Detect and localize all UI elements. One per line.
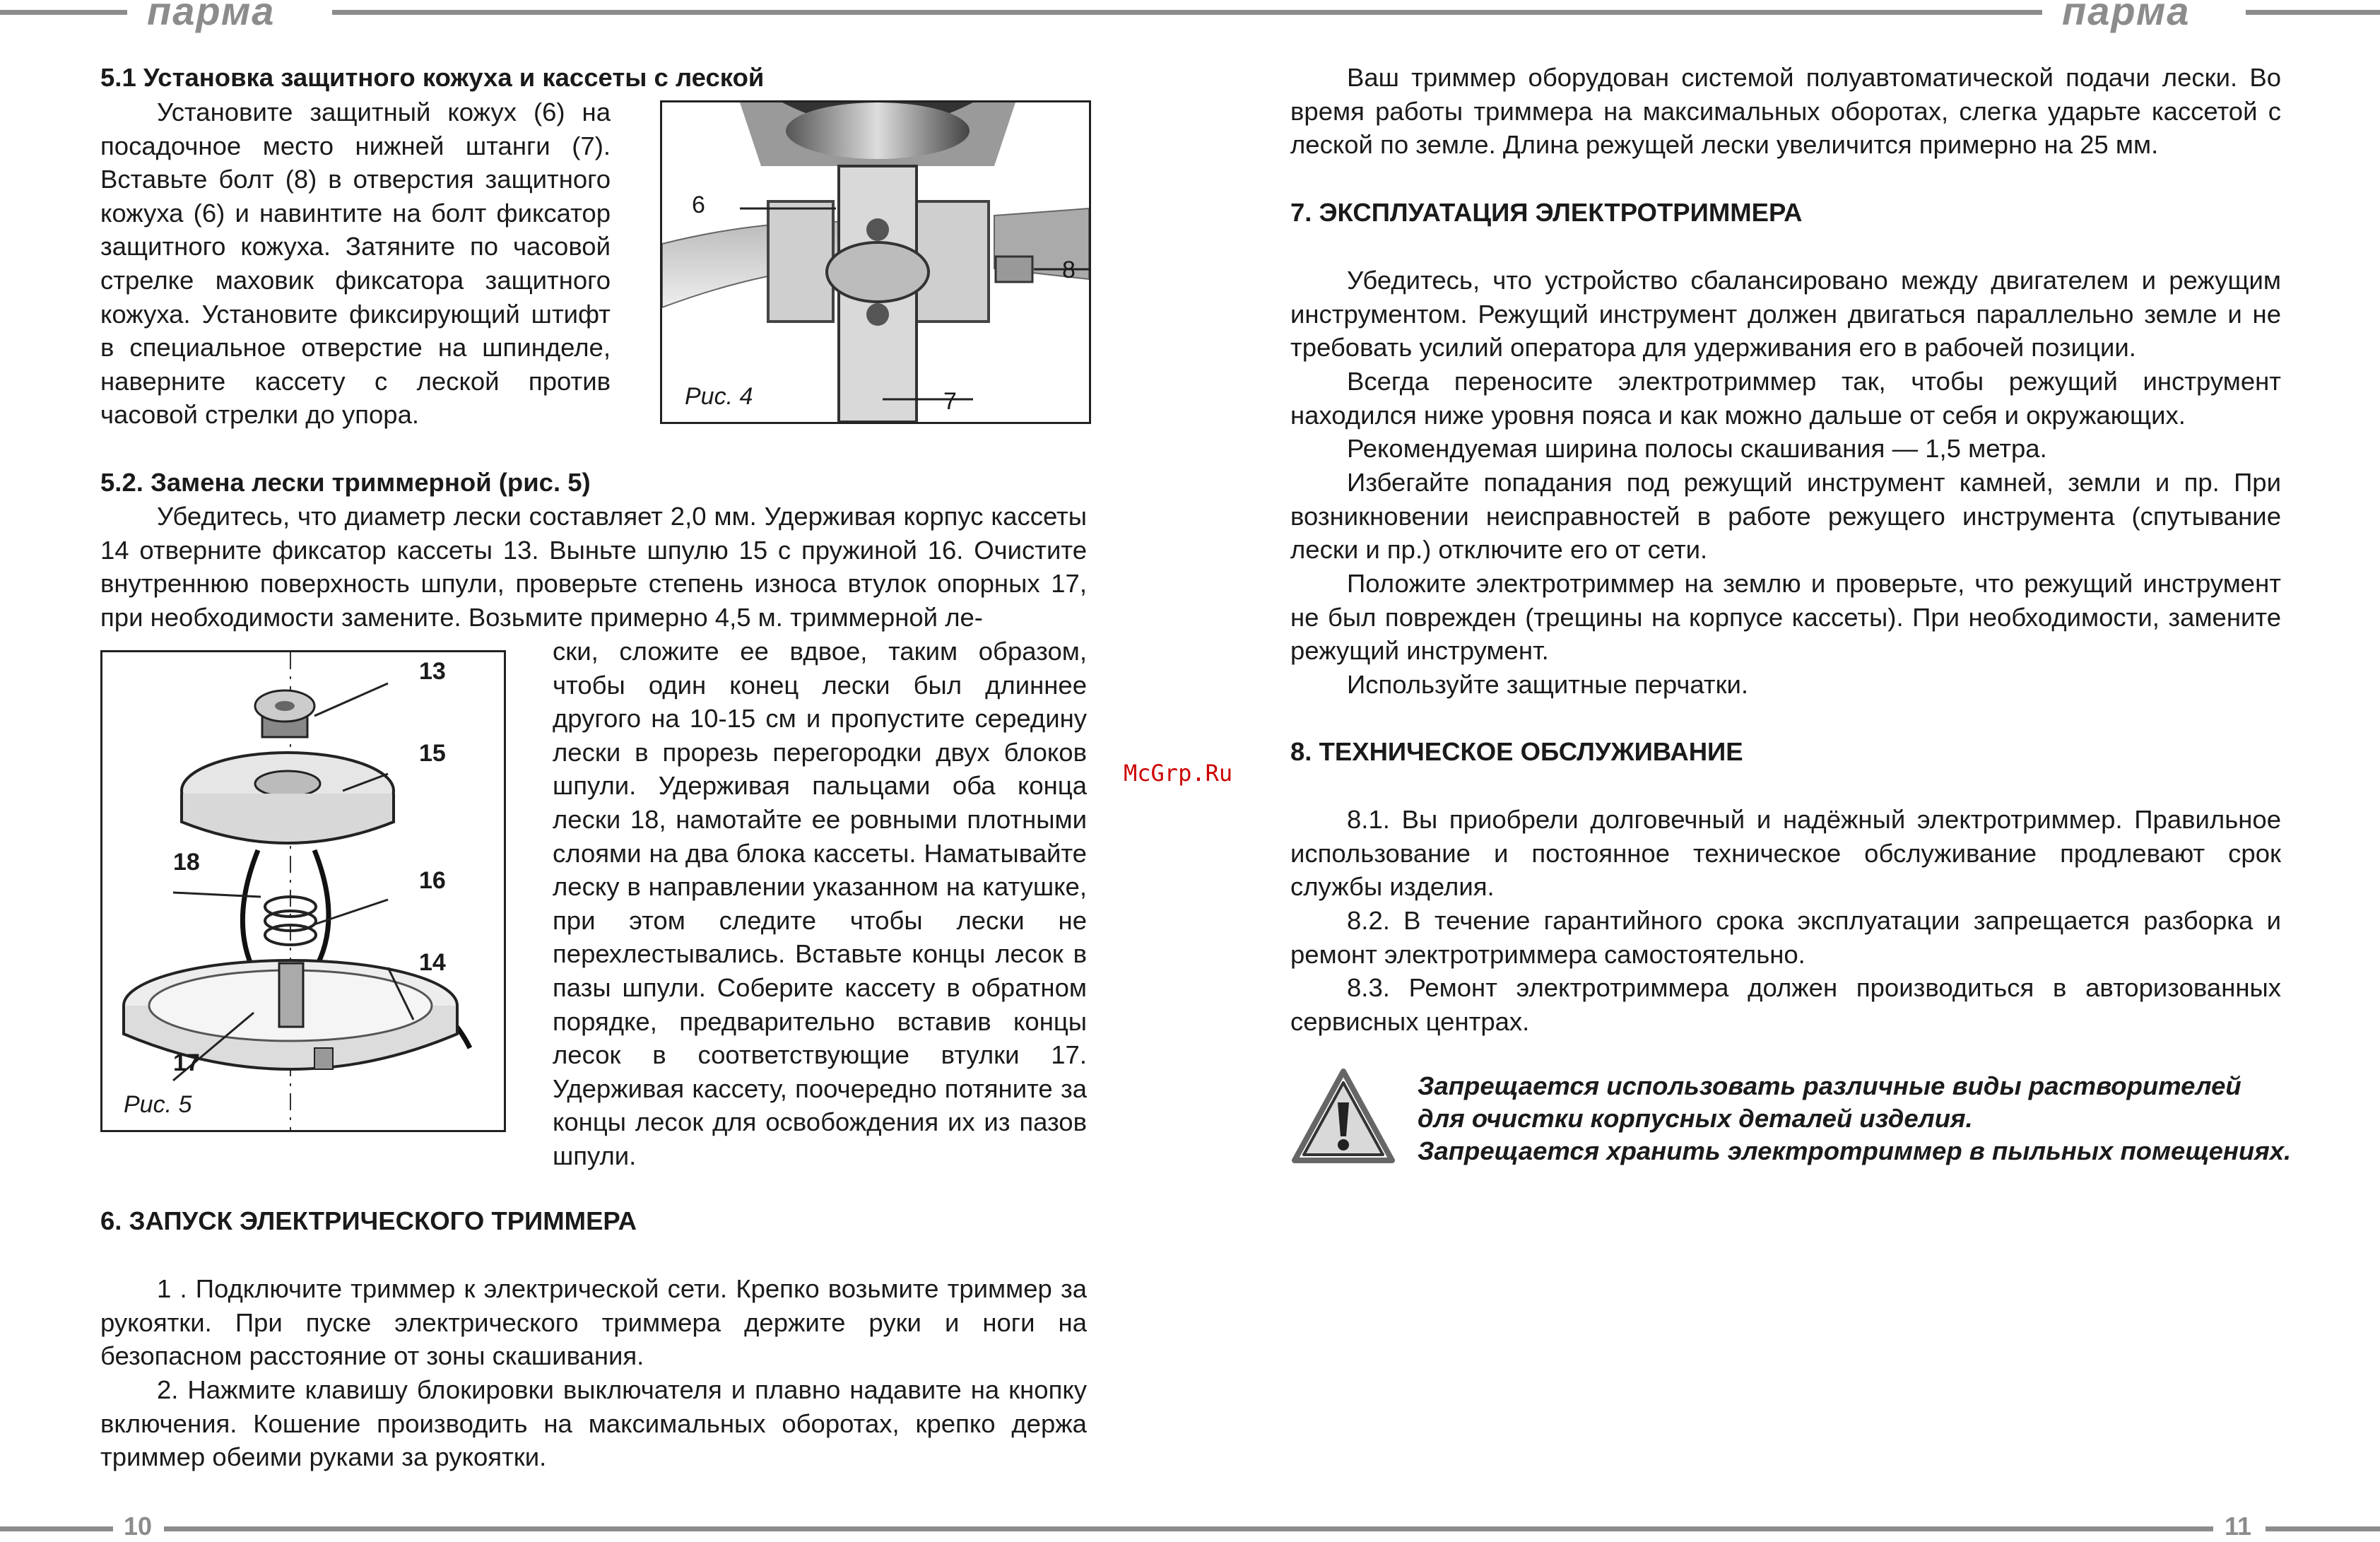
section-7-paragraph-6: Используйте защитные перчатки. xyxy=(1347,670,1749,699)
section-5-1-body: Установите защитный кожух (6) на посадочное место нижней штанги (7). Вставьте болт (8) в отверстия защитного кожуха (6) и навинтите на болт фиксатор защитного кожуха. Затяните по часовой стрелке маховик фиксатора защитного кожуха. Установите фиксирующий штифт в специальное отверстие на шпинделе, наверните кассету с леской против часовой стрелки до упора. xyxy=(100,98,611,430)
figure-4-label-8: 8 xyxy=(1062,257,1076,283)
page-number-left: 10 xyxy=(124,1512,153,1541)
section-5-1-title: 5.1 Установка защитного кожуха и кассеты с леской xyxy=(100,63,765,92)
figure-5-label-15: 15 xyxy=(419,740,446,767)
page-number-right: 11 xyxy=(2225,1512,2252,1541)
section-8-paragraph-2: 8.2. В течение гарантийного срока эксплуатации запрещается разборка и ремонт электротриммера самостоятельно. xyxy=(1290,906,2281,969)
header-rule-left-a xyxy=(0,10,127,15)
section-5-2-title: 5.2. Замена лески триммерной (рис. 5) xyxy=(100,468,591,497)
footer-rule-left-a xyxy=(0,1526,113,1531)
figure-5-label-14: 14 xyxy=(419,949,446,976)
section-7-title: 7. ЭКСПЛУАТАЦИЯ ЭЛЕКТРОТРИММЕРА xyxy=(1290,198,1803,227)
watermark: McGrp.Ru xyxy=(1124,760,1233,787)
section-8-paragraph-1: 8.1. Вы приобрели долговечный и надёжный электротриммер. Правильное использование и постоянное техническое обслуживание продлевают срок службы изделия. xyxy=(1290,805,2281,902)
warning-line-1: Запрещается использовать различные виды растворителей xyxy=(1418,1071,2241,1100)
figure-4-illustration xyxy=(662,102,1089,422)
section-5-2-body-top: Убедитесь, что диаметр лески составляет 2,0 мм. Удерживая корпус кассеты 14 отверните фиксатор кассеты 13. Выньте шпулю 15 с пружиной 16. Очистите внутреннюю поверхность шпули, проверьте степень износа втулок опорных 17, при необходимости замените. Возьмите примерно 4,5 м. триммерной ле- xyxy=(100,502,1087,632)
figure-5-label-17: 17 xyxy=(173,1049,200,1076)
section-7-paragraph-4: Избегайте попадания под режущий инструмент камней, земли и пр. При возникновении неисправностей в работе режущего инструмента (спутывание лески и пр.) отключите его от сети. xyxy=(1290,468,2281,565)
figure-5 xyxy=(100,650,506,1132)
figure-4-caption: Рис. 4 xyxy=(685,383,753,410)
figure-5-label-18: 18 xyxy=(173,849,200,876)
section-5-2-body-side: ски, сложите ее вдвое, таким образом, чтобы один конец лески был длиннее другого на 10-15 см и пропустите середину лески в прорезь перегородки двух блоков шпули. Удерживая пальцами оба конца лески 18, намотайте ее ровными плотными слоями на два блока кассеты. Наматывайте леску в направлении указанном на катушке, при этом следите чтобы лески не перехлестывались. Вставьте концы лесок в пазы шпули. Соберите кассету в обратном порядке, предварительно вставив концы лесок в соответствующие втулки 17. Удерживая кассету, поочередно потяните за концы лесок для освобождения их из пазов шпули. xyxy=(553,637,1087,1170)
section-7-paragraph-1: Убедитесь, что устройство сбалансировано между двигателем и режущим инструментом. Режущий инструмент должен двигаться параллельно земле и не требовать усилий оператора для удерживания его в рабочей позиции. xyxy=(1290,266,2281,363)
footer-rule-middle xyxy=(164,1526,2213,1531)
section-6-paragraph-2: 2. Нажмите клавишу блокировки выключателя и плавно надавите на кнопку включения. Кошение производить на максимальных оборотах, крепко держа триммер обеими руками за рукоятки. xyxy=(100,1375,1087,1472)
warning-line-2: для очистки корпусных деталей изделия. xyxy=(1418,1104,1973,1133)
section-7-paragraph-5: Положите электротриммер на землю и проверьте, что режущий инструмент не был поврежден (трещины на корпусе кассеты). При необходимости, замените режущий инструмент. xyxy=(1290,569,2281,666)
section-7-paragraph-2: Всегда переносите электротриммер так, чтобы режущий инструмент находился ниже уровня пояса и как можно дальше от себя и окружающих. xyxy=(1290,367,2281,430)
section-8-paragraph-3: 8.3. Ремонт электротриммера должен производиться в авторизованных сервисных центрах. xyxy=(1290,973,2281,1036)
brand-logo-right: парма xyxy=(2062,0,2191,33)
section-7-paragraph-3: Рекомендуемая ширина полосы скашивания — 1,5 метра. xyxy=(1347,434,2047,463)
brand-logo-left: парма xyxy=(147,0,276,33)
figure-4 xyxy=(660,100,1091,424)
figure-4-label-6: 6 xyxy=(692,192,705,218)
right-intro-paragraph: Ваш триммер оборудован системой полуавтоматической подачи лески. Во время работы триммера на максимальных оборотах, слегка ударьте кассетой с леской по земле. Длина режущей лески увеличится примерно на 25 мм. xyxy=(1290,63,2281,160)
figure-4-label-7: 7 xyxy=(943,388,957,415)
footer-rule-right xyxy=(2266,1526,2380,1531)
section-8-title: 8. ТЕХНИЧЕСКОЕ ОБСЛУЖИВАНИЕ xyxy=(1290,737,1743,766)
header-rule-right xyxy=(2246,10,2380,15)
figure-5-label-16: 16 xyxy=(419,867,446,894)
section-6-paragraph-1: 1 . Подключите триммер к электрической сети. Крепко возьмите триммер за рукоятки. При пуске электрического триммера держите руки и ноги на безопасном расстояние от зоны скашивания. xyxy=(100,1274,1087,1371)
warning-triangle-icon xyxy=(1290,1067,1396,1166)
section-6-title: 6. ЗАПУСК ЭЛЕКТРИЧЕСКОГО ТРИММЕРА xyxy=(100,1206,637,1235)
warning-line-3: Запрещается хранить электротриммер в пыльных помещениях. xyxy=(1418,1136,2292,1165)
figure-5-caption: Рис. 5 xyxy=(124,1091,192,1118)
figure-5-label-13: 13 xyxy=(419,658,446,685)
header-rule-left-b xyxy=(332,10,2042,15)
